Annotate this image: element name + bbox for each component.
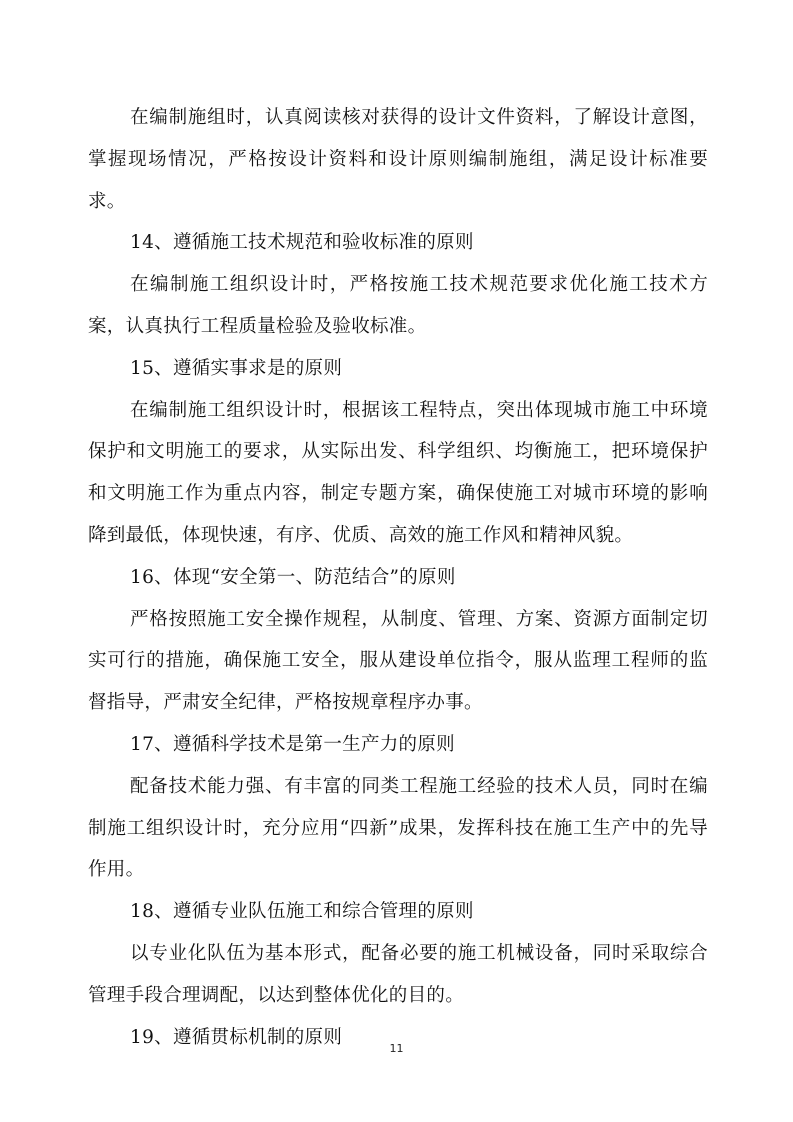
page-number: 11: [389, 1042, 404, 1055]
paragraph-design-docs: 在编制施组时，认真阅读核对获得的设计文件资料，了解设计意图，掌握现场情况，严格按设计资料和设计原则编制施组，满足设计标准要求。: [88, 107, 708, 212]
heading-16: 16、体现“安全第一、防范结合”的原则: [130, 566, 456, 588]
heading-14: 14、遵循施工技术规范和验收标准的原则: [130, 232, 474, 254]
paragraph-environment: 在编制施工组织设计时，根据该工程特点，突出体现城市施工中环境保护和文明施工的要求，从实际出发、科学组织、均衡施工，把环境保护和文明施工作为重点内容，制定专题方案，确保使施工对城市环境的影响降到最低，体现快速，有序、优质、高效的施工作风和精神风貌。: [88, 399, 708, 546]
heading-18: 18、遵循专业队伍施工和综合管理的原则: [130, 901, 474, 923]
paragraph-management: 以专业化队伍为基本形式，配备必要的施工机械设备，同时采取综合管理手段合理调配，以达到整体优化的目的。: [88, 942, 708, 1006]
document-body: [88, 97, 708, 1058]
heading-19: 19、遵循贯标机制的原则: [130, 1026, 343, 1048]
paragraph-standards: 在编制施工组织设计时，严格按施工技术规范要求优化施工技术方案，认真执行工程质量检验及验收标准。: [88, 274, 708, 337]
paragraph-safety: 严格按照施工安全操作规程，从制度、管理、方案、资源方面制定切实可行的措施，确保施工安全，服从建设单位指令，服从监理工程师的监督指导，严肃安全纪律，严格按规章程序办事。: [88, 608, 708, 714]
heading-17: 17、遵循科学技术是第一生产力的原则: [130, 733, 455, 755]
paragraph-technology: 配备技术能力强、有丰富的同类工程施工经验的技术人员，同时在编制施工组织设计时，充分应用“四新”成果，发挥科技在施工生产中的先导作用。: [88, 775, 708, 881]
heading-15: 15、遵循实事求是的原则: [130, 357, 343, 379]
